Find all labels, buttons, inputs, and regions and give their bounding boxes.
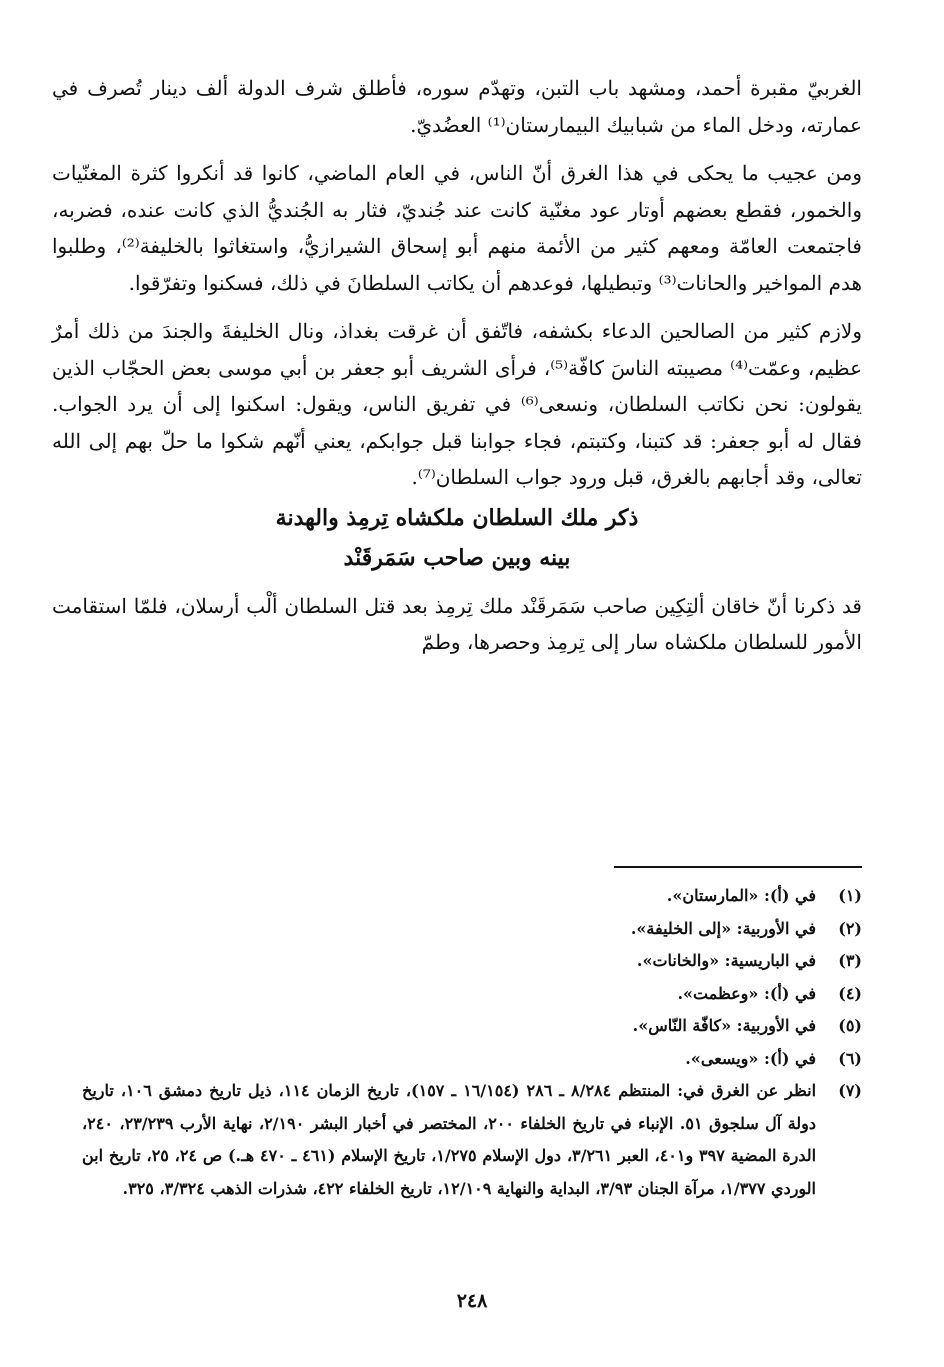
footnote-text: في الباريسية: «والخانات».: [636, 951, 816, 970]
footnote-text: انظر عن الغرق في: المنتظم ٨/٢٨٤ ـ ٢٨٦ (١٦/١٥٤ ـ ١٥٧)، تاريخ الزمان ١١٤، ذيل تاريخ دمشق ١٠٦، تاريخ دولة آل سلجوق ٥١. الإنباء في تاريخ الخلفاء ٢٠٠، المختصر في أخبار البشر ٢/١٩٠، نهاية الأرب ٢٣/٢٣٩، ٢٤٠، الدرة المضية ٣٩٧ و٤٠١، العبر ٣/٢٦١، دول الإسلام ١/٢٧٥، تاريخ الإسلام (٤٦١ ـ ٤٧٠ هـ.) ص ٢٤، ٢٥، تاريخ ابن الوردي ١/٣٧٧، مرآة الجنان ٣/٩٣، البداية والنهاية ١٢/١٠٩، تاريخ الخلفاء ٤٢٢، شذرات الذهب ٣/٣٢٤، ٣٢٥.: [82, 1081, 817, 1198]
footnote-text: في (أ): «المارستان».: [666, 886, 816, 905]
footnote-number: (١): [838, 886, 862, 905]
paragraph-2: ومن عجيب ما يحكى في هذا الغرق أنّ الناس، في العام الماضي، كانوا قد أنكروا كثرة المغنّيات والخمور، فقطع بعضهم أوتار عود مغنّية كانت عند جُنديّ، فثار به الجُنديُّ الذي كانت عنده، فضربه، فاجتمعت العامّة ومعهم كثير من الأئمة منهم أبو إسحاق الشيرازيُّ، واستغاثوا بالخليفة⁽²⁾، وطلبوا هدم المواخير والحانات⁽³⁾ وتبطيلها، فوعدهم أن يكاتب السلطانَ في ذلك، فسكنوا وتفرّقوا.: [52, 161, 862, 295]
footnote-number: (٤): [838, 983, 862, 1003]
footnote-6: [82, 1043, 862, 1076]
footnote-text: في الأوربية: «إلى الخليفة».: [630, 918, 816, 938]
footnote-number: (٢): [838, 918, 862, 938]
section-heading-line-1: ذكر ملك السلطان ملكشاه تِرمِذ والهدنة: [275, 504, 639, 531]
footnote-text: في الأوربية: «كافّة النّاس».: [632, 1016, 816, 1035]
main-text: [52, 70, 862, 661]
footnote-text: في (أ): «ويسعى».: [685, 1048, 816, 1068]
footnote-5: [82, 1010, 862, 1043]
section-heading-line-2: بينه وبين صاحب سَمَرقَنْد: [343, 544, 571, 571]
paragraph-3: ولازم كثير من الصالحين الدعاء بكشفه، فاتّفق أن غرقت بغداذ، ونال الخليفةَ والجندَ من ذلك أمرٌ عظيم، وعمّت⁽⁴⁾ مصيبته الناسَ كافّة⁽⁵⁾، فرأى الشريف أبو جعفر بن أبي موسى بعض الحجّاب الذين يقولون: نحن نكاتب السلطان، ونسعى⁽⁶⁾ في تفريق الناس، ويقول: اسكنوا إلى أن يرد الجواب. فقال له أبو جعفر: قد كتبنا، وكتبتم، فجاء جوابنا قبل جوابكم، يعني أنّهم شكوا ما حلّ بهم إلى الله تعالى، وقد أجابهم بالغرق، قبل ورود جواب السلطان⁽⁷⁾.: [52, 319, 863, 489]
footnote-7: [82, 1075, 862, 1205]
footnote-3: [82, 945, 862, 978]
page-number: ٢٤٨: [456, 1290, 488, 1312]
footnote-2: [82, 913, 862, 946]
paragraph-4: قد ذكرنا أنّ خاقان ألتِكِين صاحب سَمَرقَنْد ملك تِرمِذ بعد قتل السلطان ألْب أرسلان، فلمّا استقامت الأمور للسلطان ملكشاه سار إلى تِرمِذ وحصرها، وطمّ: [52, 593, 862, 654]
footnote-number: (٦): [838, 1048, 862, 1068]
footnote-number: (٣): [838, 951, 862, 970]
section-heading: [52, 498, 862, 578]
footnote-1: [82, 880, 862, 913]
footnote-4: [82, 978, 862, 1011]
footnotes: [82, 880, 862, 1205]
paragraph-1: الغربيّ مقبرة أحمد، ومشهد باب التبن، وتهدّم سوره، فأطلق شرف الدولة ألف دينار تُصرف في عمارته، ودخل الماء من شبابيك البيمارستان⁽¹⁾ العضُديّ.: [52, 76, 862, 137]
footnote-text: في (أ): «وعظمت».: [677, 983, 816, 1003]
footnote-number: (٥): [838, 1016, 862, 1035]
footnote-number: (٧): [838, 1081, 862, 1100]
footnote-divider: [614, 866, 862, 868]
